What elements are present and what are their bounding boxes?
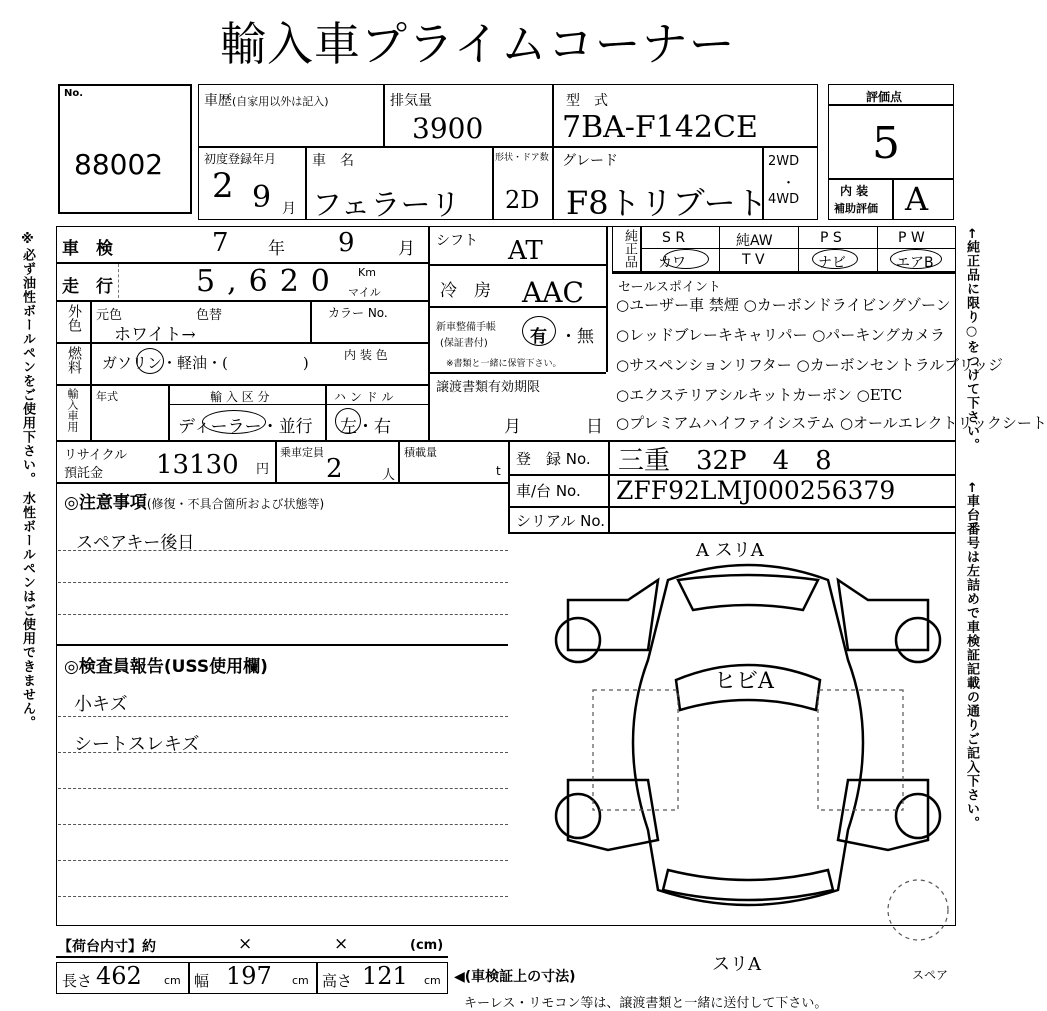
color-value: ホワイト→ [114,325,196,345]
inspection-label: 車 検 [62,239,113,259]
capacity-label: 乗車定員 [280,446,324,459]
recycle-unit: 円 [256,462,270,477]
diagram-front-note: A スリA [696,540,764,561]
import-handle-label: ハ ン ド ル [334,390,394,404]
load-label: 積載量 [404,446,437,459]
car-name-label: 車 名 [312,153,354,169]
cargo-times-2: × [334,934,349,954]
mileage-label: 走 行 [62,277,113,297]
cargo-height-cm: cm [424,974,441,987]
fuel-value: ガソリン・軽油・( ) [102,354,309,372]
diagram-rear-note: スリA [712,954,761,975]
displacement-value: 3900 [412,112,484,145]
sales-point-5: ○プレミアムハイファイシステム ○オールエレクトリックシート [616,414,1047,432]
genuine-leather: カワ [658,255,686,271]
genuine-sr: S R [662,230,686,246]
recycle-label-1: リサイクル [64,448,128,463]
inspection-year: 7 [212,228,229,258]
first-reg-label: 初度登録年月 [204,152,277,166]
history-label: 車歴(自家用以外は記入) [204,93,329,109]
capacity-value: 2 [326,454,343,484]
serial-label: シリアル No. [516,512,606,530]
manual-sub: (保証書付) [440,338,488,349]
footer-note: キーレス・リモコン等は、譲渡書類と一緒に送付して下さい。 [464,996,828,1011]
genuine-pw: P W [898,230,925,246]
lot-no-label: No. [64,88,84,99]
grade-value: F8トリブート [566,184,768,222]
cargo-length-cm: cm [164,974,181,987]
interior-score-label-1: 内 装 [840,184,869,198]
ac-label: 冷 房 [440,281,491,301]
sales-point-3: ○サスペンションリフター ○カーボンセントラルブリッジ [616,356,1003,374]
car-diagram [548,540,948,930]
shift-value: AT [508,236,543,266]
cargo-width-label: 幅 [194,972,210,990]
inspector-line-1: 小キズ [74,694,128,715]
inspection-year-unit: 年 [268,239,285,259]
color-original-label: 元色 [96,308,123,323]
first-reg-year: 2 [212,166,234,206]
grade-label: グレード [562,153,618,169]
score-value: 5 [872,118,900,169]
fuel-label: 燃料 [66,346,82,374]
cargo-width-cm: cm [292,974,309,987]
genuine-navi: ナビ [818,255,846,271]
model-label: 型 式 [566,93,608,109]
import-category-value: ディーラー・並行 [178,417,313,437]
right-vertical-note-2: ←車台番号は左詰めで車検証記載の通りご記入下さい。 [964,482,979,830]
first-reg-month-unit: 月 [282,201,296,217]
recycle-value: 13130 [156,450,239,480]
registration-value: 三重 32P 4 8 [618,446,832,476]
cargo-unit: (cm) [410,938,444,953]
load-unit: t [496,464,501,478]
import-year-label: 年式 [96,390,118,403]
lot-box [58,84,192,214]
mileage-unit-km: Km [358,266,376,279]
model-value: 7BA-F142CE [562,110,758,145]
cargo-length-label: 長さ [62,972,93,990]
notes-title: ◎注意事項(修復・不具合箇所および状態等) [64,493,325,513]
manual-none: ・無 [560,327,594,347]
import-label: 輸入車用 [66,388,79,432]
color-label: 外色 [66,304,82,332]
drive-dot: ・ [782,176,796,191]
genuine-airbag: エアB [896,255,934,271]
mileage-value: 5,620 [196,264,342,299]
shape-value: 2D [505,186,540,214]
registration-label: 登 録 No. [516,450,591,468]
genuine-tv: T V [742,252,765,268]
lot-number: 88002 [74,148,164,181]
cargo-width-value: 197 [226,962,272,990]
manual-label: 新車整備手帳 [436,322,496,333]
shift-label: シフト [436,233,478,249]
interior-score-value: A [905,180,929,218]
sales-point-1: ○ユーザー車 禁煙 ○カーボンドライビングゾーン [616,296,951,314]
interior-score-label-2: 補助評価 [834,202,878,215]
diagram-spare-label: スペア [912,968,949,982]
chassis-value: ZFF92LMJ000256379 [616,476,896,505]
page-title: 輸入車プライムコーナー [220,17,736,71]
notes-line-1: スペアキー後日 [76,533,195,553]
recycle-label-2: 預託金 [64,466,104,481]
diagram-roof-note: ヒビA [714,669,774,694]
inspection-month-unit: 月 [398,239,415,259]
sales-points-label: セールスポイント [618,280,721,295]
import-handle-value: 左・右 [340,417,391,437]
cargo-note: ◀(車検証上の寸法) [454,969,576,985]
mileage-unit-mile: マイル [348,286,381,299]
transfer-docs-day: 日 [586,417,603,437]
transfer-docs-month: 月 [504,417,521,437]
drive-4wd: 4WD [768,192,800,207]
manual-have: 有 [530,327,547,347]
cargo-times-1: × [238,934,253,954]
capacity-unit: 人 [382,468,396,483]
shape-label: 形状・ドア数 [495,153,549,163]
score-label: 評価点 [866,90,903,104]
sales-point-2: ○レッドブレーキキャリパー ○パーキングカメラ [616,326,945,344]
cargo-height-value: 121 [362,962,408,990]
cargo-length-value: 462 [96,962,142,990]
color-no-label: カラー No. [328,306,388,320]
inspection-month: 9 [338,228,355,258]
inspector-line-2: シートスレキズ [74,734,200,755]
cargo-height-label: 高さ [322,972,353,990]
cargo-label: 【荷台内寸】約 [58,939,156,955]
color-change-label: 色替 [196,308,223,323]
left-vertical-note: ※必ず油性ボールペンをご使用下さい。 水性ボールペンはご使用できません。 [20,232,35,730]
displacement-label: 排気量 [390,93,432,109]
import-category-label: 輸 入 区 分 [210,390,270,404]
transfer-docs-label: 譲渡書類有効期限 [436,380,541,395]
first-reg-month: 9 [252,180,272,215]
car-name-value: フェラーリ [312,188,461,223]
drive-2wd: 2WD [768,154,800,169]
sales-point-4: ○エクステリアシルキットカーボン ○ETC [616,386,903,404]
ac-value: AAC [522,276,584,309]
genuine-ps: P S [820,230,842,246]
right-vertical-note-1: ←純正品に限り○をつけて下さい。 [964,228,979,452]
chassis-label: 車/台 No. [516,482,581,500]
inspector-title: ◎検査員報告(USS使用欄) [64,657,268,677]
genuine-aw: 純AW [736,233,773,249]
manual-note: ※書類と一緒に保管下さい。 [446,359,562,369]
genuine-label: 純正品 [622,229,637,268]
interior-color-label: 内 装 色 [344,348,388,362]
